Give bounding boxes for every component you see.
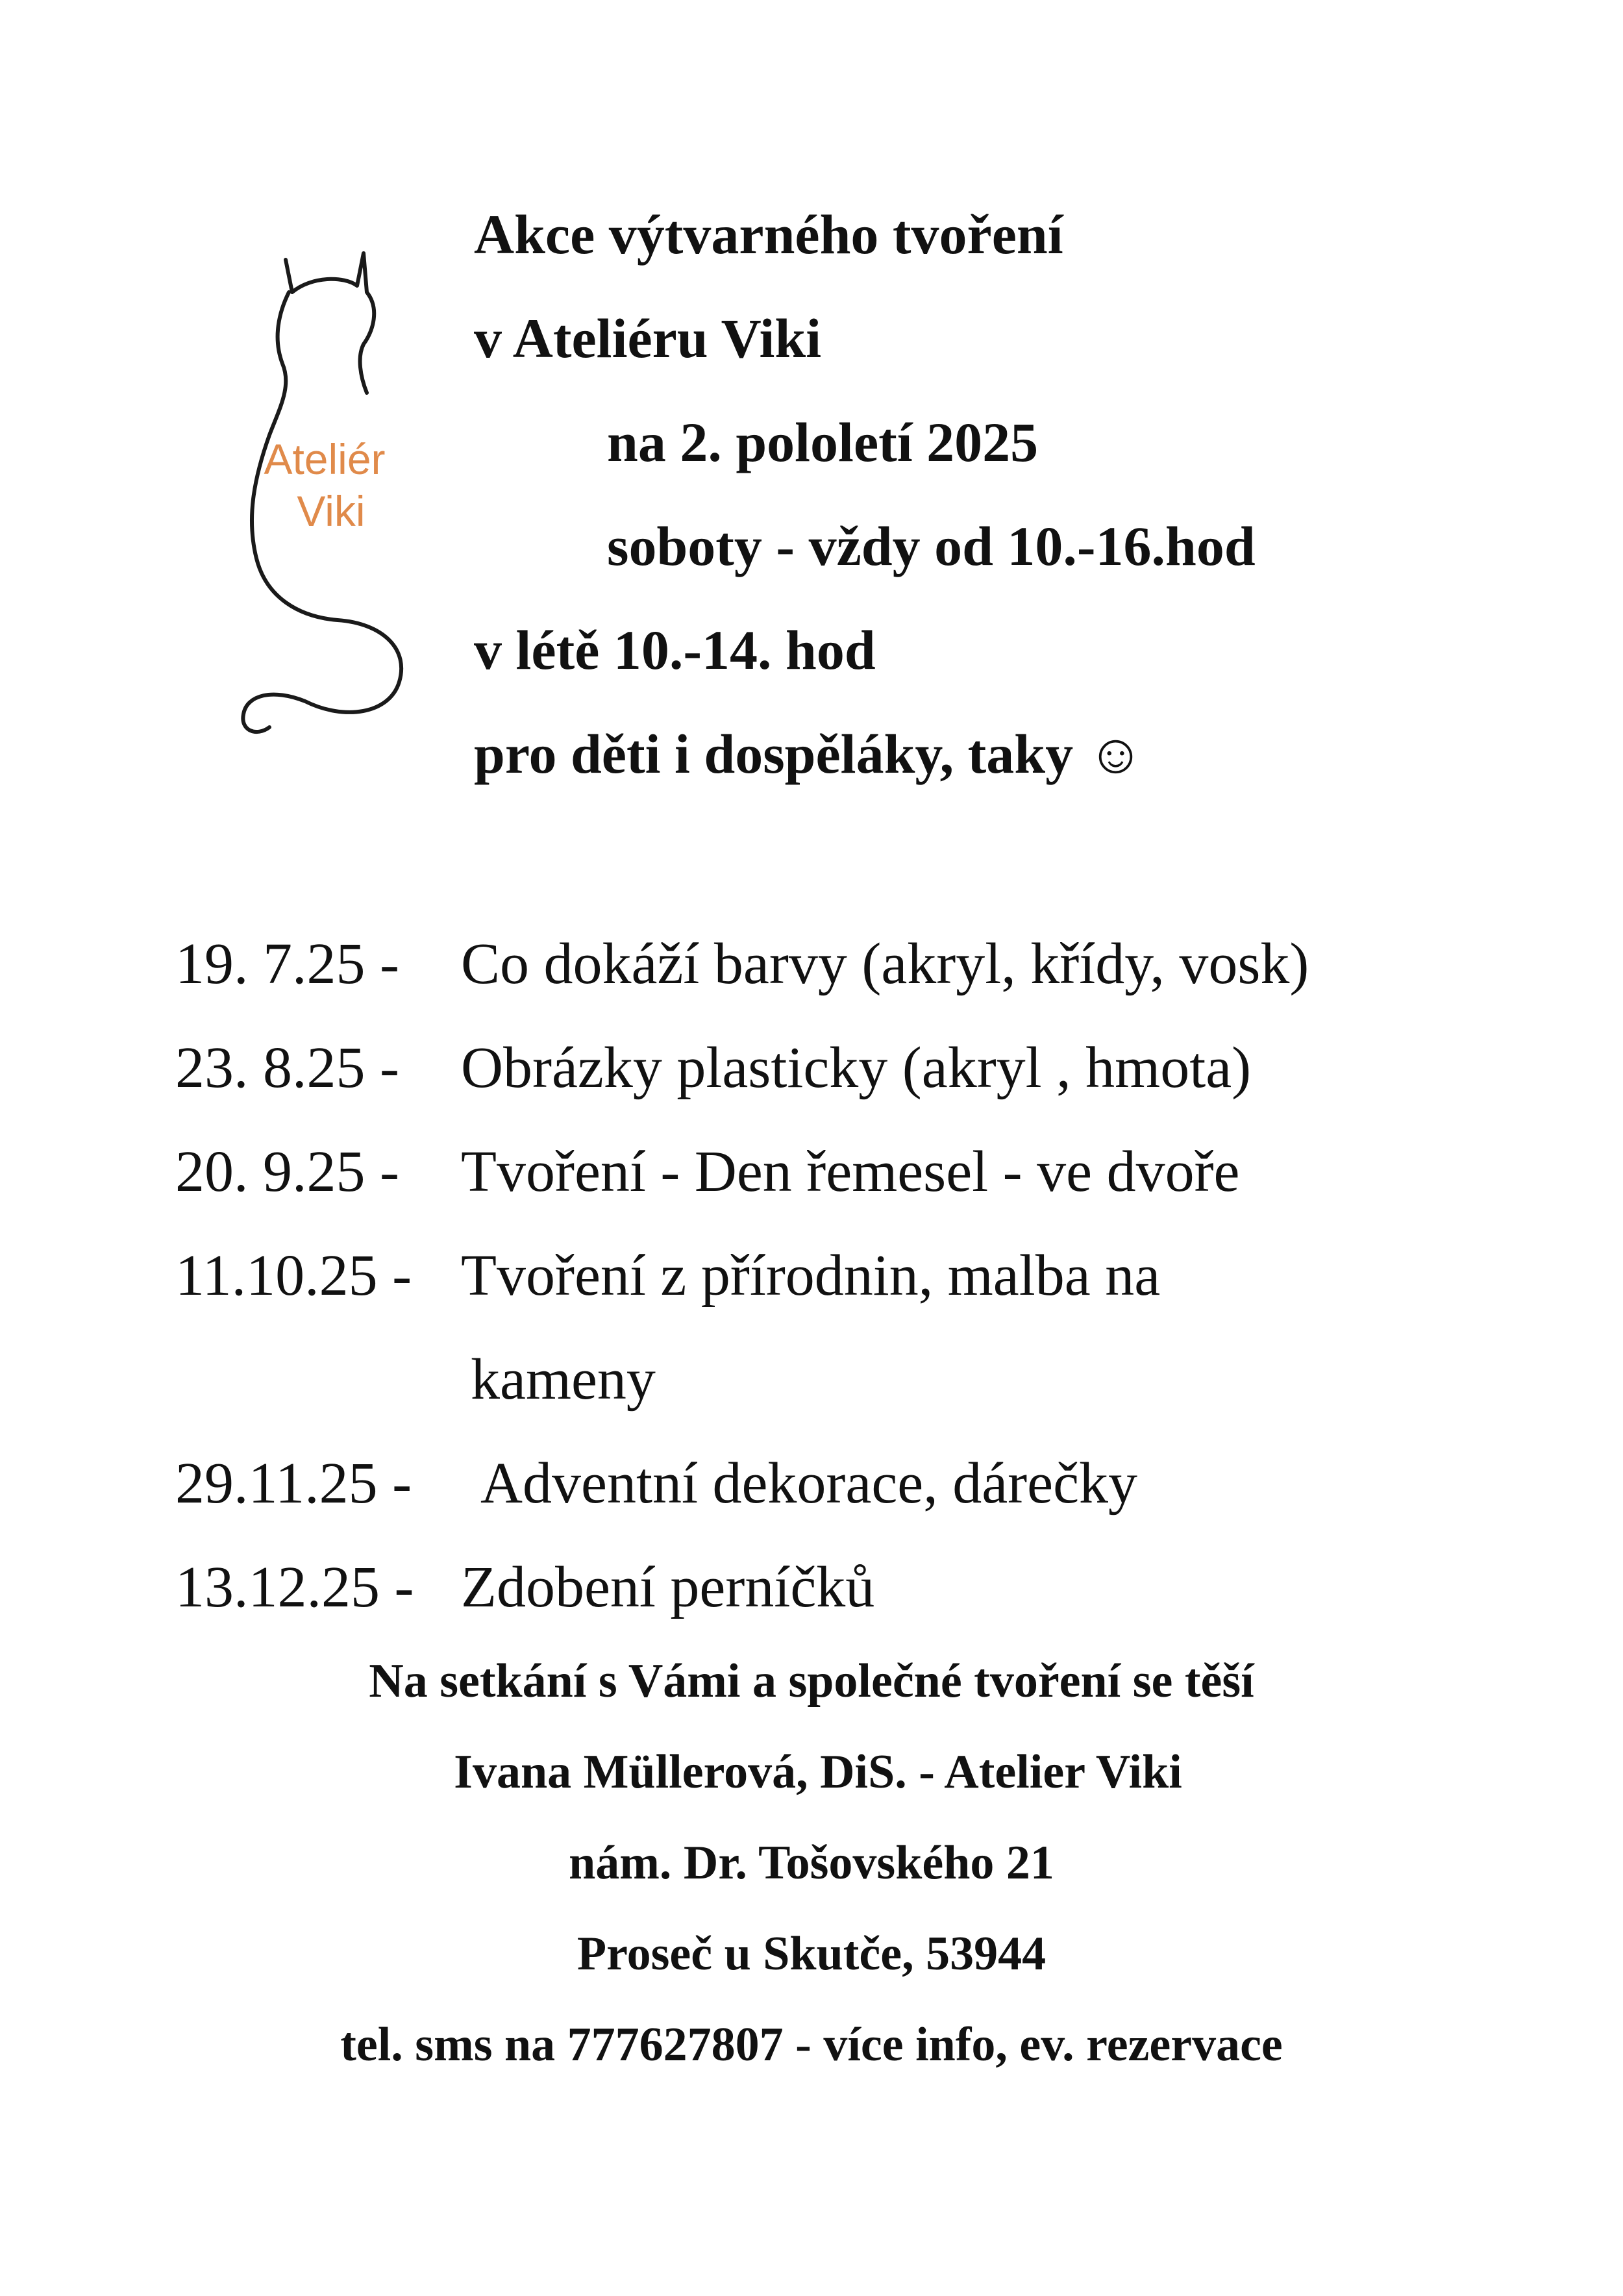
footer-invitation: Na setkání s Vámi a společné tvoření se těší [369,1654,1254,1708]
schedule-date: 11.10.25 - [175,1243,412,1308]
schedule-description-continuation: kameny [471,1347,656,1412]
logo-text-line1: Ateliér [264,435,386,483]
cat-outline-icon [234,247,415,740]
atelier-viki-logo [234,247,415,740]
header-term: na 2. pololetí 2025 [607,411,1039,473]
schedule-date: 13.12.25 - [175,1555,414,1619]
schedule-description: Adventní dekorace, dárečky [480,1451,1138,1516]
schedule-date: 29.11.25 - [175,1451,412,1516]
footer-city: Proseč u Skutče, 53944 [576,1927,1047,1980]
logo-text-line2: Viki [297,487,365,535]
schedule-description: Tvoření - Den řemesel - ve dvoře [461,1140,1240,1204]
schedule-date: 23. 8.25 - [175,1036,399,1100]
schedule-description: Obrázky plasticky (akryl , hmota) [461,1036,1252,1100]
header-title-line1: Akce výtvarného tvoření [474,203,1063,266]
header-saturday-hours: soboty - vždy od 10.-16.hod [607,515,1256,577]
schedule-description: Zdobení perníčků [461,1555,875,1619]
schedule-date: 20. 9.25 - [175,1140,399,1204]
schedule-description: Co dokáží barvy (akryl, křídy, vosk) [461,932,1309,996]
footer-organizer: Ivana Müllerová, DiS. - Atelier Viki [454,1745,1182,1799]
header-summer-hours: v létě 10.-14. hod [474,619,876,681]
footer-address: nám. Dr. Tošovského 21 [569,1836,1054,1890]
schedule-description: Tvoření z přírodnin, malba na [461,1243,1161,1308]
header-audience: pro děti i dospěláky, taky ☺ [474,723,1145,785]
footer-contact: tel. sms na 777627807 - více info, ev. rezervace [340,2018,1283,2071]
header-title-line2: v Ateliéru Viki [474,307,822,369]
schedule-date: 19. 7.25 - [175,932,399,996]
